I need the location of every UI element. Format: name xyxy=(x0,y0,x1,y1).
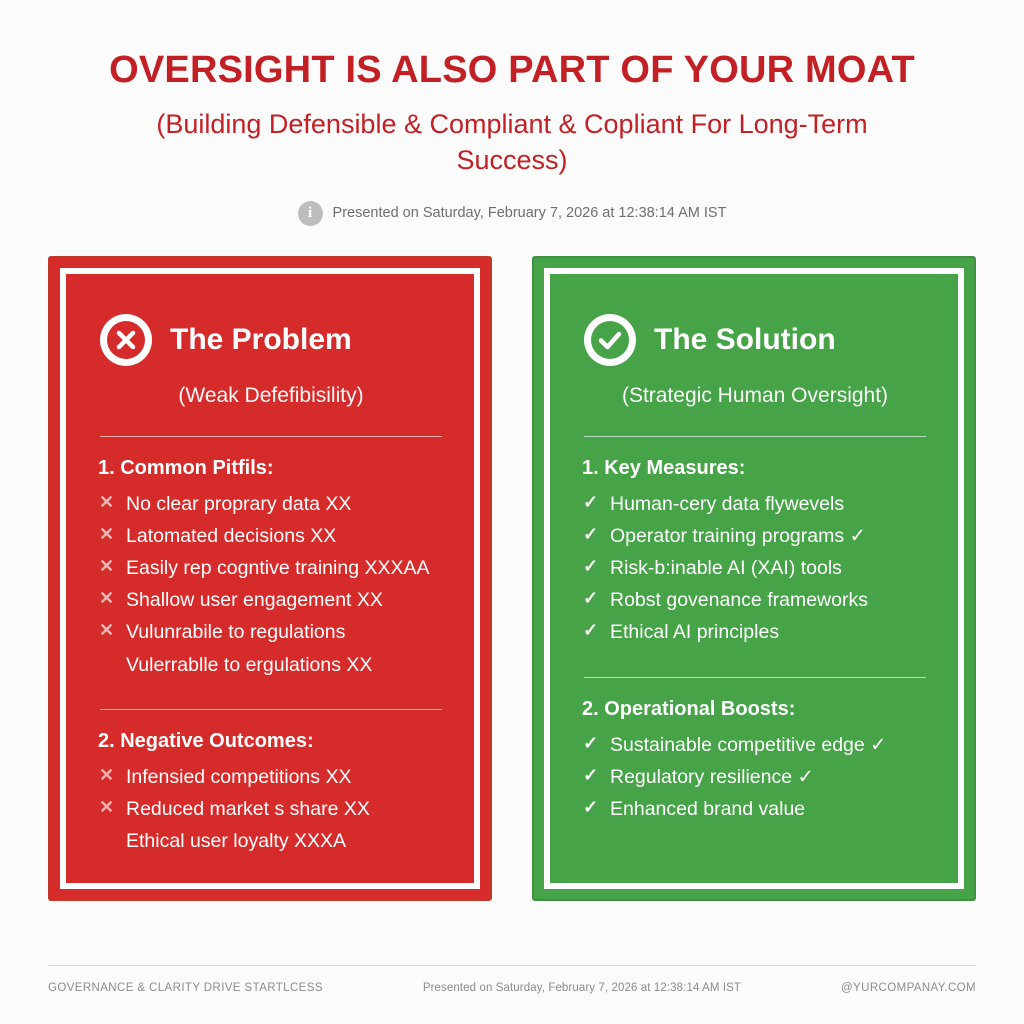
x-circle-icon xyxy=(100,314,152,366)
list-item xyxy=(94,825,448,857)
list-item xyxy=(94,552,448,584)
problem-card-subtitle: (Weak Defefibisility) xyxy=(178,383,364,407)
check-mark-icon: ✓ xyxy=(582,491,599,512)
list-item-label: Risk-b:inable AI (XAI) tools xyxy=(610,557,842,580)
list-item xyxy=(578,793,932,825)
x-mark-icon: ✕ xyxy=(98,764,115,785)
list-item-label: Shallow user engagement XX xyxy=(126,589,383,612)
info-icon: i xyxy=(298,201,323,226)
list-item-label: Regulatory resilience ✓ xyxy=(610,765,814,788)
list-item-label: Robst govenance frameworks xyxy=(610,589,868,612)
x-mark-icon: ✕ xyxy=(98,491,115,512)
solution-card-subtitle: (Strategic Human Oversight) xyxy=(621,383,889,407)
blank-mark-icon xyxy=(98,825,115,855)
list-item-label: Infensied competitions XX xyxy=(126,765,352,788)
solution-section-2-heading: 2. Operational Boosts: xyxy=(582,697,796,720)
page-subtitle: (Building Defensible & Compliant & Copliant For Long-Term Success) xyxy=(156,108,868,176)
timestamp-row xyxy=(60,201,964,226)
check-circle-icon xyxy=(584,314,636,366)
problem-section-2-heading: 2. Negative Outcomes: xyxy=(98,729,314,752)
solution-card-inner xyxy=(544,268,964,890)
problem-divider-1 xyxy=(100,436,442,437)
list-item xyxy=(94,584,448,616)
problem-section-1-heading: 1. Common Pitfils: xyxy=(98,456,274,479)
problem-card xyxy=(48,256,492,902)
list-item-label: Ethical AI principles xyxy=(610,621,780,644)
problem-card-header xyxy=(100,314,448,366)
footer-divider xyxy=(48,965,976,966)
solution-card-header xyxy=(584,314,932,366)
list-item xyxy=(578,761,932,793)
check-mark-icon: ✓ xyxy=(582,556,599,577)
list-item xyxy=(94,793,448,825)
list-item xyxy=(94,649,448,681)
list-item-label: Latomated decisions XX xyxy=(126,524,337,547)
list-item-label: Ethical user loyalty XXXA xyxy=(126,830,347,853)
list-item-label: Operator training programs ✓ xyxy=(610,524,866,547)
list-item xyxy=(578,616,932,648)
list-item-label: Vulunrabile to regulations xyxy=(126,621,346,644)
footer xyxy=(48,965,976,994)
list-item xyxy=(94,761,448,793)
presented-timestamp: Presented on Saturday, February 7, 2026 at 12:38:14 AM IST xyxy=(332,205,727,222)
check-mark-icon: ✓ xyxy=(582,620,599,641)
check-mark-icon: ✓ xyxy=(582,523,599,544)
x-mark-icon: ✕ xyxy=(98,556,115,577)
list-item-label: Sustainable competitive edge ✓ xyxy=(610,733,887,756)
x-mark-icon: ✕ xyxy=(98,523,115,544)
list-item-label: Human-cery data flywevels xyxy=(610,492,845,515)
list-item-label: No clear proprary data XX xyxy=(126,492,352,515)
list-item xyxy=(94,616,448,648)
check-mark-icon: ✓ xyxy=(582,732,599,753)
list-item xyxy=(94,520,448,552)
blank-mark-icon xyxy=(98,649,115,679)
list-item xyxy=(578,488,932,520)
solution-card-title: The Solution xyxy=(654,322,836,356)
problem-card-inner xyxy=(60,268,480,890)
list-item xyxy=(578,552,932,584)
footer-row xyxy=(48,982,976,994)
solution-section-1-heading: 1. Key Measures: xyxy=(582,456,746,479)
check-mark-icon: ✓ xyxy=(582,588,599,609)
x-mark-icon: ✕ xyxy=(98,796,115,817)
problem-section-2-list xyxy=(94,761,448,858)
list-item-label: Reduced market s share XX xyxy=(126,797,370,820)
problem-card-title: The Problem xyxy=(170,322,352,356)
solution-divider-1 xyxy=(584,436,926,437)
check-mark-icon: ✓ xyxy=(582,764,599,785)
x-mark-icon: ✕ xyxy=(98,588,115,609)
solution-card xyxy=(532,256,976,902)
list-item xyxy=(578,729,932,761)
list-item xyxy=(94,488,448,520)
solution-section-2-list xyxy=(578,729,932,826)
list-item-label: Vulerrablle to ergulations XX xyxy=(126,653,373,676)
footer-timestamp: Presented on Saturday, February 7, 2026 at 12:38:14 AM IST xyxy=(422,982,742,994)
page-title: OVERSIGHT IS ALSO PART OF YOUR MOAT xyxy=(109,49,915,91)
header xyxy=(0,0,1024,226)
cards-container xyxy=(0,256,1024,902)
list-item xyxy=(578,584,932,616)
solution-section-1-list xyxy=(578,488,932,649)
list-item-label: Easily rep cogntive training XXXAA xyxy=(126,557,430,580)
list-item xyxy=(578,520,932,552)
footer-website: @YURCOMPANAY.COM xyxy=(840,982,976,994)
problem-section-1-list xyxy=(94,488,448,681)
list-item-label: Enhanced brand value xyxy=(610,797,806,820)
check-mark-icon: ✓ xyxy=(582,796,599,817)
problem-divider-2 xyxy=(100,709,442,710)
footer-tagline: GOVERNANCE & CLARITY DRIVE STARTLCESS xyxy=(48,982,323,994)
x-mark-icon: ✕ xyxy=(98,620,115,641)
solution-divider-2 xyxy=(584,677,926,678)
